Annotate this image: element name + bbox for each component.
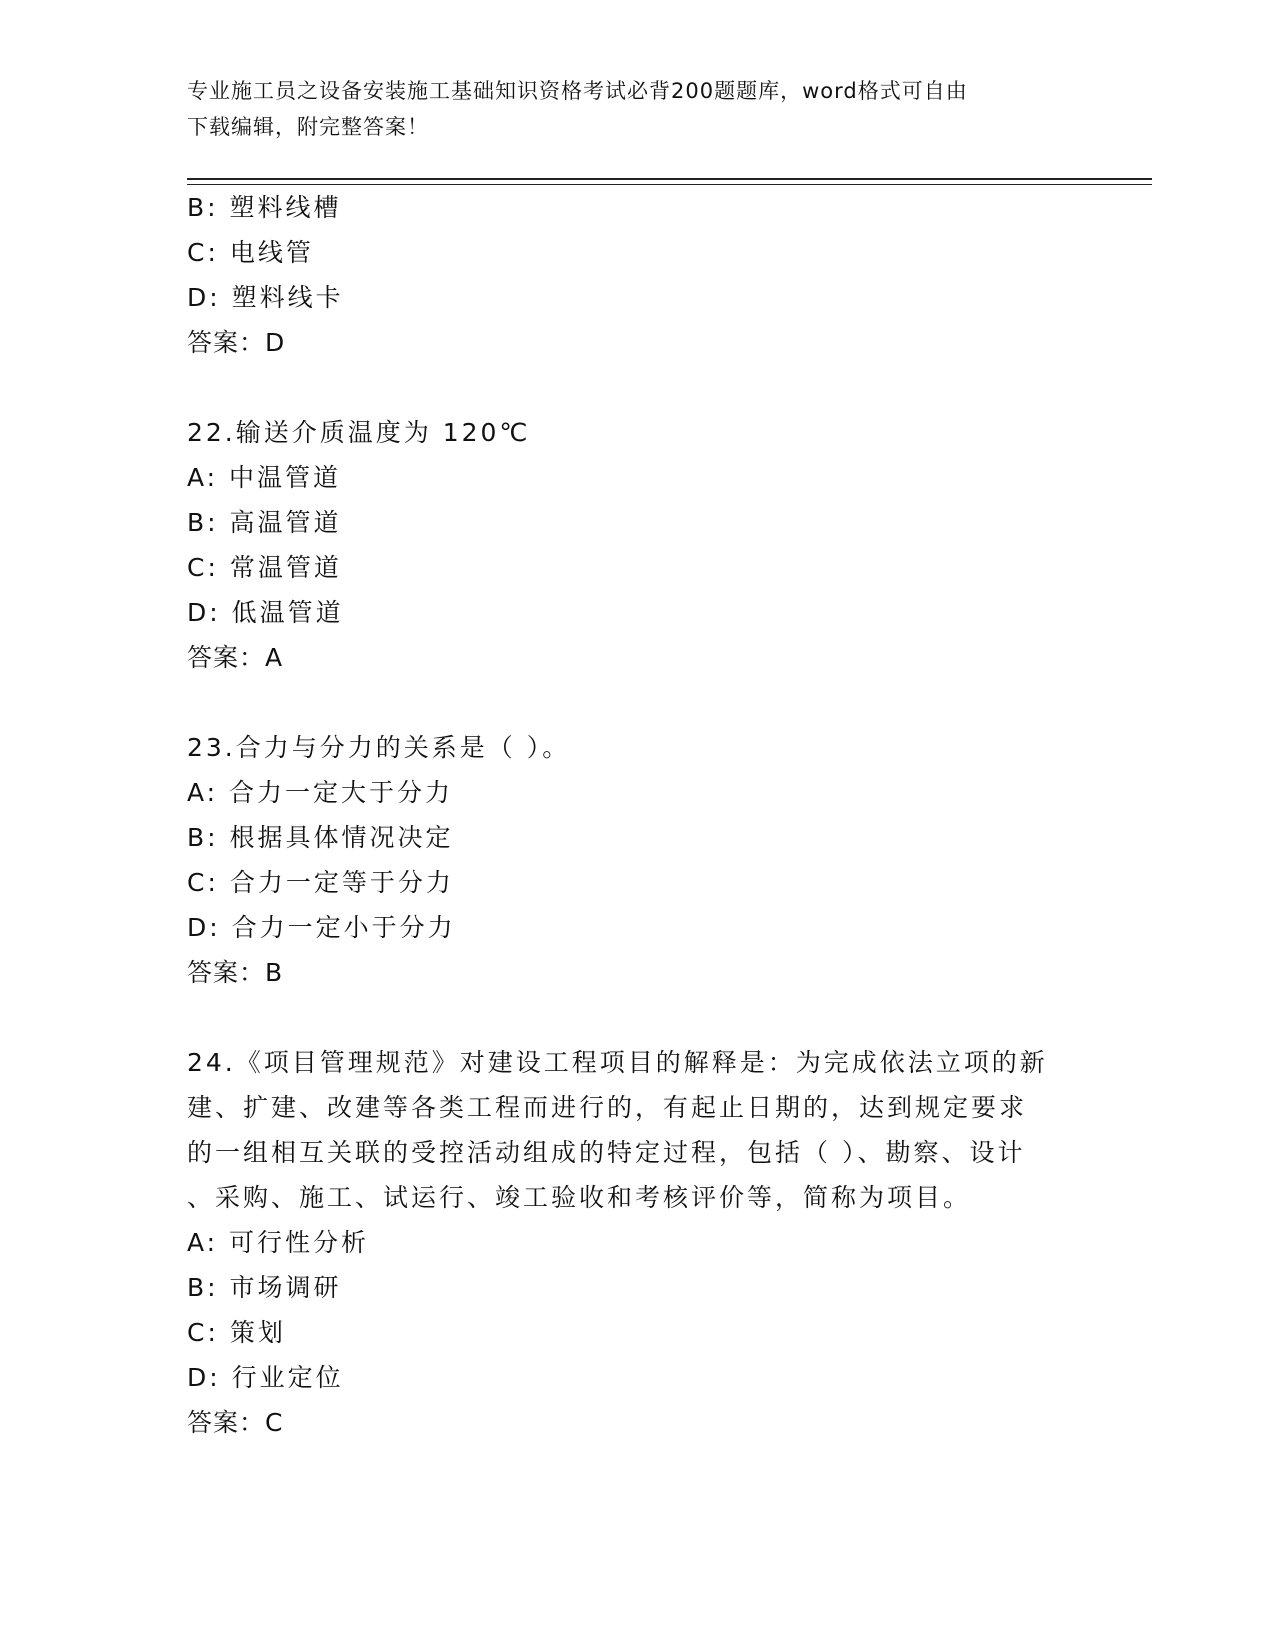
q22-stem: 22.输送介质温度为 120℃ [187,418,531,447]
q22-option-a: A: 中温管道 [187,463,342,492]
header-line-1: 专业施工员之设备安装施工基础知识资格考试必背200题题库，word格式可自由 [187,79,968,103]
q23-option-b: B: 根据具体情况决定 [187,823,454,852]
header-line-2: 下载编辑，附完整答案！ [187,115,429,139]
q22-option-b: B: 高温管道 [187,508,342,537]
prev-option-c: C: 电线管 [187,238,314,267]
q23-option-c: C: 合力一定等于分力 [187,868,454,897]
prev-option-b: B: 塑料线槽 [187,193,342,222]
q24-stem-line-3: 的一组相互关联的受控活动组成的特定过程，包括（ ）、勘察、设计 [187,1138,1026,1167]
q24-option-b: B: 市场调研 [187,1273,342,1302]
q23-option-a: A: 合力一定大于分力 [187,778,454,807]
header-divider-thick [187,178,1152,180]
q24-option-c: C: 策划 [187,1318,286,1347]
document-header [187,73,1087,145]
prev-option-d: D: 塑料线卡 [187,283,344,312]
q24-stem-line-1: 24.《项目管理规范》对建设工程项目的解释是：为完成依法立项的新 [187,1048,1048,1077]
q24-option-a: A: 可行性分析 [187,1228,370,1257]
q24-option-d: D: 行业定位 [187,1363,344,1392]
q24-answer: 答案：C [187,1408,284,1437]
q23-answer: 答案：B [187,958,284,987]
prev-answer: 答案：D [187,328,286,357]
q23-option-d: D: 合力一定小于分力 [187,913,456,942]
header-divider-thin [187,184,1152,185]
q23-stem: 23.合力与分力的关系是（ ）。 [187,733,571,762]
q22-option-d: D: 低温管道 [187,598,344,627]
q24-stem-line-4: 、采购、施工、试运行、竣工验收和考核评价等，简称为项目。 [187,1183,972,1212]
q22-answer: 答案：A [187,643,284,672]
q22-option-c: C: 常温管道 [187,553,342,582]
q24-stem-line-2: 建、扩建、改建等各类工程而进行的，有起止日期的，达到规定要求 [187,1093,1028,1122]
